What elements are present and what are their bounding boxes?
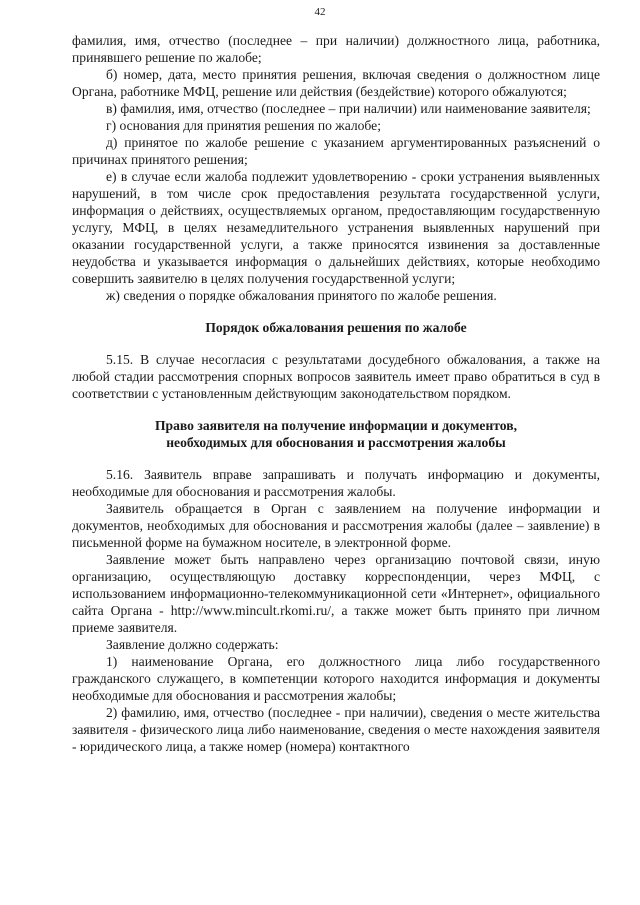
paragraph-item-d: д) принятое по жалобе решение с указанием аргументированных разъяснений о причинах принятого решения;: [72, 135, 600, 167]
heading-line: Право заявителя на получение информации и документов,: [154, 418, 517, 433]
paragraph-application-submission: Заявитель обращается в Орган с заявлением на получение информации и документов, необходимых для обоснования и рассмотрения жалобы (далее – заявление) в письменной форме на бумажном носителе, в электронной форме.: [72, 501, 600, 550]
paragraph-contents-item-1: 1) наименование Органа, его должностного лица либо государственного гражданского служащего, в компетенции которого находится информация и документы необходимые для обоснования и рассмотрения жалобы;: [72, 654, 600, 703]
paragraph-item-g: г) основания для принятия решения по жалобе;: [106, 118, 381, 133]
paragraph-5-16: 5.16. Заявитель вправе запрашивать и получать информацию и документы, необходимые для обоснования и рассмотрения жалобы.: [72, 467, 600, 499]
heading-line: Порядок обжалования решения по жалобе: [205, 320, 467, 335]
paragraph-item-e: е) в случае если жалоба подлежит удовлетворению - сроки устранения выявленных нарушений, в том числе срок предоставления результата государственной услуги, информация о действиях, осуществляемых органом, предоставляющим государственную услугу, МФЦ, в целях незамедлительного устранения выявленных нарушений при оказании государственной услуги, а также приносятся извинения за доставленные неудобства и указывается информация о дальнейших действиях, которые необходимо совершить заявителю в целях получения государственной услуги;: [72, 169, 600, 286]
paragraph-item-v: в) фамилия, имя, отчество (последнее – при наличии) или наименование заявителя;: [106, 101, 591, 116]
paragraph-item-a-continuation: фамилия, имя, отчество (последнее – при наличии) должностного лица, работника, принявшего решение по жалобе;: [72, 33, 600, 65]
paragraph-contents-item-2: 2) фамилию, имя, отчество (последнее - при наличии), сведения о месте жительства заявителя - физического лица либо наименование, сведения о месте нахождения заявителя - юридического лица, а также номер (номера) контактного: [72, 705, 600, 754]
paragraph-item-b: б) номер, дата, место принятия решения, включая сведения о должностном лице Органа, работнике МФЦ, решение или действия (бездействие) которого обжалуются;: [72, 67, 600, 99]
document-body: [72, 32, 600, 755]
page-number: 42: [314, 6, 326, 18]
section-heading-right-to-information: [72, 417, 600, 451]
section-heading-appeal-procedure: [72, 319, 600, 336]
heading-line: необходимых для обоснования и рассмотрения жалобы: [166, 435, 506, 450]
paragraph-application-contents-intro: Заявление должно содержать:: [106, 637, 279, 652]
paragraph-application-channels: Заявление может быть направлено через организацию почтовой связи, иную организацию, осуществляющую доставку корреспонденции, через МФЦ, с использованием информационно-телекоммуникационной сети «Интернет», официального сайта Органа - http://www.mincult.rkomi.ru/, а также может быть принято при личном приеме заявителя.: [72, 552, 600, 635]
paragraph-item-zh: ж) сведения о порядке обжалования принятого по жалобе решения.: [106, 288, 497, 303]
paragraph-5-15: 5.15. В случае несогласия с результатами досудебного обжалования, а также на любой стадии рассмотрения спорных вопросов заявитель имеет право обратиться в суд в соответствии с установленным действующим законодательством порядком.: [72, 352, 600, 401]
